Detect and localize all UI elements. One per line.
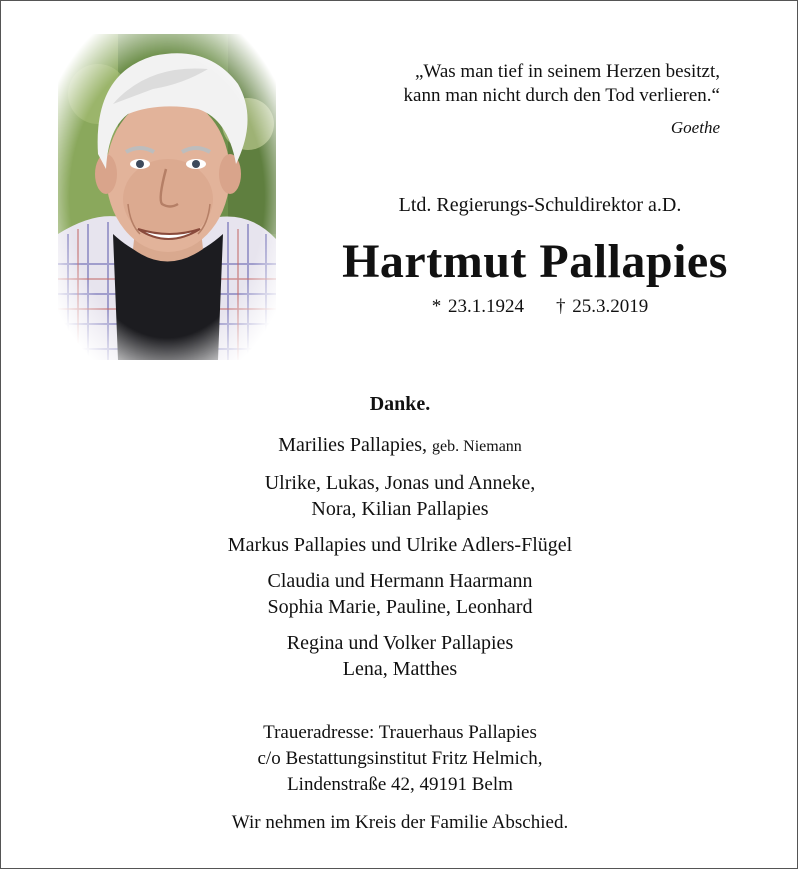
thanks-heading: Danke.	[369, 393, 431, 415]
quote	[340, 60, 720, 108]
mourner-line: Nora, Kilian Pallapies	[311, 498, 489, 520]
quote-author: Goethe	[670, 118, 720, 137]
life-dates	[360, 296, 720, 318]
mourner-line: Claudia und Hermann Haarmann	[267, 570, 533, 592]
mourner-line: Ulrike, Lukas, Jonas und Anneke,	[264, 472, 536, 494]
mourner-group	[100, 568, 700, 620]
deceased-title: Ltd. Regierungs-Schuldirektor a.D.	[398, 194, 682, 216]
mourner-line: Regina und Volker Pallapies	[286, 632, 514, 654]
mourner-name: Marilies Pallapies,	[278, 434, 428, 456]
mourner-line: Lena, Matthes	[342, 658, 458, 680]
closing-note: Wir nehmen im Kreis der Familie Abschied.	[231, 812, 569, 833]
deceased-name: Hartmut Pallapies	[342, 235, 728, 288]
death-date: † 25.3.2019	[556, 296, 649, 317]
mourner-group	[100, 470, 700, 522]
birth-date: * 23.1.1924	[431, 296, 524, 317]
funeral-address	[100, 720, 700, 798]
address-line-2: c/o Bestattungsinstitut Fritz Helmich,	[257, 748, 543, 769]
mourners-list	[100, 432, 700, 692]
mourner-birthname: geb. Niemann	[432, 438, 522, 455]
address-line-1: Traueradresse: Trauerhaus Pallapies	[263, 722, 537, 743]
address-line-3: Lindenstraße 42, 49191 Belm	[287, 774, 513, 795]
mourner-line: Sophia Marie, Pauline, Leonhard	[267, 596, 533, 618]
portrait-photo	[58, 34, 276, 360]
quote-line-2: kann man nicht durch den Tod verlieren.“	[403, 85, 720, 106]
mourner-group	[100, 630, 700, 682]
mourner-line: Markus Pallapies und Ulrike Adlers-Flügel	[227, 534, 573, 556]
quote-line-1: „Was man tief in seinem Herzen besitzt,	[415, 61, 720, 82]
mourner-group	[100, 432, 700, 460]
mourner-group	[100, 532, 700, 558]
